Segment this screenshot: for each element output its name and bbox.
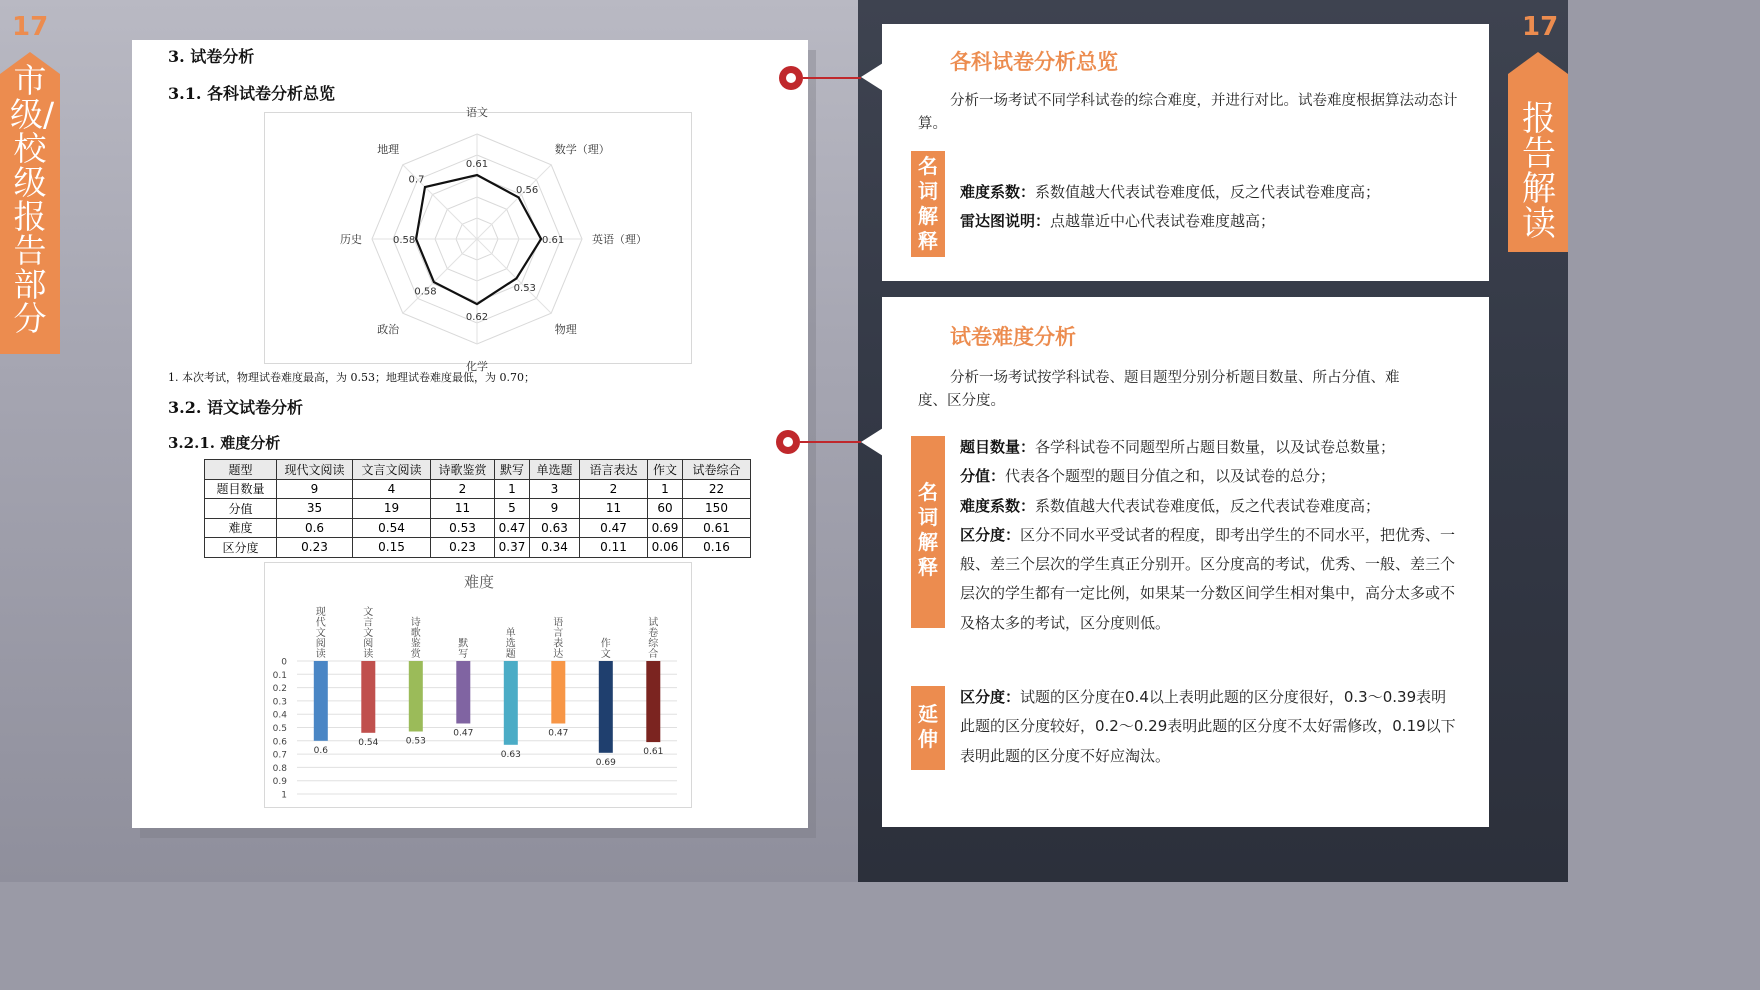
radar-note: 1. 本次考试，物理试卷难度最高，为 0.53；地理试卷难度最低，为 0.70；: [168, 371, 535, 384]
card-extension: [960, 683, 1460, 771]
connector-dot-1: [779, 66, 803, 90]
radar-category-label: 物理: [554, 322, 577, 336]
bar-category-label: 语言表达: [553, 617, 564, 660]
table-header-cell: 文言文阅读: [353, 460, 431, 480]
bar-y-tick-label: 0.6: [272, 737, 287, 748]
radar-chart-frame: [264, 106, 692, 373]
section-3-heading: 3. 试卷分析: [168, 47, 255, 66]
bar: [456, 661, 470, 724]
radar-category-label: 语文: [466, 106, 488, 119]
table-cell: 0.63: [530, 518, 580, 538]
table-cell: 4: [353, 479, 431, 499]
table-cell: 0.53: [431, 518, 495, 538]
bar-chart: [265, 563, 693, 809]
bar-value-label: 0.47: [453, 728, 474, 739]
bar-category-label: 默写: [458, 638, 469, 660]
radar-value-label: 0.62: [465, 312, 489, 324]
table-cell: 0.61: [683, 518, 751, 538]
difficulty-table: [204, 459, 751, 558]
table-cell: 22: [683, 479, 751, 499]
table-row: [205, 538, 751, 558]
bar: [551, 661, 565, 724]
table-cell: 1: [495, 479, 530, 499]
table-cell: 1: [648, 479, 683, 499]
bar-y-tick-label: 0.1: [272, 670, 287, 681]
bar-value-label: 0.53: [405, 736, 426, 747]
card-difficulty-intro: 分析一场考试按学科试卷、题目题型分别分析题目数量、所占分值、难度、区分度。: [918, 370, 1400, 409]
table-header-cell: 试卷综合: [683, 460, 751, 480]
table-cell: 0.23: [277, 538, 353, 558]
table-cell: 分值: [205, 499, 277, 519]
bar-value-label: 0.61: [643, 747, 664, 758]
table-cell: 0.11: [580, 538, 648, 558]
def-discrimination: 区分度：区分不同水平受试者的程度，即考出学生的不同水平，把优秀、一般、差三个层次的学生真正分别开。区分度高的考试，优秀、一般、差三个层次的学生都有一定比例，如果某一分数区间学生相对集中，高分太多或不及格太多的考试，区分度则低。: [960, 525, 1456, 632]
bar: [314, 661, 328, 741]
table-cell: 150: [683, 499, 751, 519]
radar-value-label: 0.56: [515, 184, 539, 196]
bar-value-label: 0.69: [595, 757, 616, 768]
radar-value-label: 0.7: [408, 174, 425, 186]
page-number-left: 17: [12, 12, 49, 42]
table-cell: 9: [530, 499, 580, 519]
bar-y-tick-label: 0: [281, 657, 287, 668]
bar-chart-title: 难度: [463, 573, 495, 591]
card-overview-label: 名词解释: [911, 151, 945, 257]
table-row: [205, 518, 751, 538]
card-difficulty-notch: [861, 428, 883, 456]
card-overview-intro: 分析一场考试不同学科试卷的综合难度，并进行对比。试卷难度根据算法动态计算。: [918, 93, 1458, 132]
ext-discrimination: 区分度：试题的区分度在0.4以上表明此题的区分度很好，0.3～0.39表明此题的区分度较好，0.2～0.29表明此题的区分度不太好需修改，0.19以下表明此题的区分度不好应淘汰。: [960, 688, 1456, 765]
bar-y-tick-label: 0.2: [272, 684, 287, 695]
bar-value-label: 0.63: [500, 749, 521, 760]
table-cell: 60: [648, 499, 683, 519]
radar-chart: [265, 106, 693, 373]
bar-y-tick-label: 1: [281, 790, 287, 801]
bar-category-label: 文言文阅读: [363, 607, 374, 660]
right-tab-title: 报告解读: [1522, 99, 1556, 244]
section-3-2-heading: 3.2. 语文试卷分析: [168, 398, 303, 417]
table-cell: 0.16: [683, 538, 751, 558]
table-cell: 0.69: [648, 518, 683, 538]
card-difficulty-label: 名词解释: [911, 436, 945, 628]
def-difficulty: 难度系数：系数值越大代表试卷难度低，反之代表试卷难度高；: [960, 183, 1381, 201]
bar-y-tick-label: 0.7: [272, 750, 287, 761]
table-cell: 2: [580, 479, 648, 499]
radar-value-label: 0.58: [392, 235, 416, 246]
radar-value-label: 0.61: [541, 235, 565, 246]
bar-y-tick-label: 0.5: [272, 724, 287, 734]
card-extension-label: 延伸: [911, 686, 945, 770]
radar-category-label: 数学（理）: [554, 143, 610, 157]
bar-category-label: 现代文阅读: [315, 607, 326, 660]
card-overview-notch: [861, 63, 883, 91]
connector-dot-2: [776, 430, 800, 454]
table-header-cell: 诗歌鉴赏: [431, 460, 495, 480]
table-header-cell: 语言表达: [580, 460, 648, 480]
table-cell: 5: [495, 499, 530, 519]
table-cell: 0.47: [580, 518, 648, 538]
table-cell: 0.23: [431, 538, 495, 558]
table-cell: 11: [580, 499, 648, 519]
radar-value-label: 0.61: [465, 159, 489, 170]
bar-value-label: 0.54: [358, 737, 379, 748]
card-difficulty-defs: [960, 433, 1460, 638]
radar-category-label: 英语（理）: [592, 233, 647, 246]
page-number-right: 17: [1522, 12, 1559, 42]
radar-value-label: 0.53: [513, 282, 536, 294]
radar-category-label: 政治: [377, 322, 400, 336]
table-cell: 难度: [205, 518, 277, 538]
report-document: [132, 40, 808, 828]
bar-y-tick-label: 0.9: [272, 777, 287, 788]
connector-line-2: [800, 441, 861, 443]
bar-category-label: 试卷综合: [648, 617, 659, 660]
card-overview: [882, 24, 1489, 281]
bar-category-label: 单选题: [505, 628, 516, 660]
bar: [646, 661, 660, 742]
radar-category-label: 化学: [466, 360, 488, 373]
table-cell: 11: [431, 499, 495, 519]
table-row: [205, 479, 751, 499]
table-header-cell: 作文: [648, 460, 683, 480]
table-cell: 0.47: [495, 518, 530, 538]
table-cell: 0.15: [353, 538, 431, 558]
bar-value-label: 0.47: [548, 728, 569, 739]
table-cell: 区分度: [205, 538, 277, 558]
table-cell: 19: [353, 499, 431, 519]
table-header-cell: 题型: [205, 460, 277, 480]
bar: [599, 661, 613, 753]
bar-y-tick-label: 0.4: [272, 710, 287, 721]
bar-y-tick-label: 0.3: [272, 697, 287, 708]
radar-category-label: 地理: [377, 143, 400, 157]
bar-value-label: 0.6: [313, 745, 328, 756]
table-cell: 0.54: [353, 518, 431, 538]
connector-line-1: [803, 77, 861, 79]
table-cell: 0.6: [277, 518, 353, 538]
table-row: [205, 499, 751, 519]
table-header-cell: 默写: [495, 460, 530, 480]
bar: [361, 661, 375, 733]
def-question-count: 题目数量：各学科试卷不同题型所占题目数量，以及试卷总数量；: [960, 438, 1396, 456]
table-cell: 0.06: [648, 538, 683, 558]
section-3-2-1-heading: 3.2.1. 难度分析: [168, 434, 281, 452]
bar-category-label: 诗歌鉴赏: [410, 617, 421, 660]
table-cell: 0.37: [495, 538, 530, 558]
def-radar: 雷达图说明：点越靠近中心代表试卷难度越高；: [960, 212, 1276, 231]
table-cell: 35: [277, 499, 353, 519]
card-overview-title: 各科试卷分析总览: [950, 50, 1118, 74]
bar: [409, 661, 423, 732]
table-cell: 3: [530, 479, 580, 499]
def-difficulty-coef: 难度系数：系数值越大代表试卷难度低，反之代表试卷难度高；: [960, 496, 1381, 515]
table-cell: 9: [277, 479, 353, 499]
card-difficulty: [882, 297, 1489, 827]
table-cell: 2: [431, 479, 495, 499]
table-cell: 0.34: [530, 538, 580, 558]
table-header-cell: 单选题: [530, 460, 580, 480]
table-header-cell: 现代文阅读: [277, 460, 353, 480]
bar-category-label: 作文: [600, 638, 611, 660]
card-overview-defs: [960, 178, 1470, 237]
left-tab-title: 市级/校级报告部分: [10, 61, 55, 338]
table-cell: 题目数量: [205, 479, 277, 499]
bar-chart-frame: [264, 562, 692, 808]
bar: [504, 661, 518, 745]
bar-y-tick-label: 0.8: [272, 763, 287, 774]
card-difficulty-title: 试卷难度分析: [950, 325, 1076, 349]
radar-category-label: 历史: [340, 233, 362, 246]
section-3-1-heading: 3.1. 各科试卷分析总览: [168, 84, 335, 103]
radar-value-label: 0.58: [414, 286, 437, 298]
def-score: 分值：代表各个题型的题目分值之和，以及试卷的总分；: [960, 467, 1336, 486]
table-header-row: [205, 460, 751, 480]
